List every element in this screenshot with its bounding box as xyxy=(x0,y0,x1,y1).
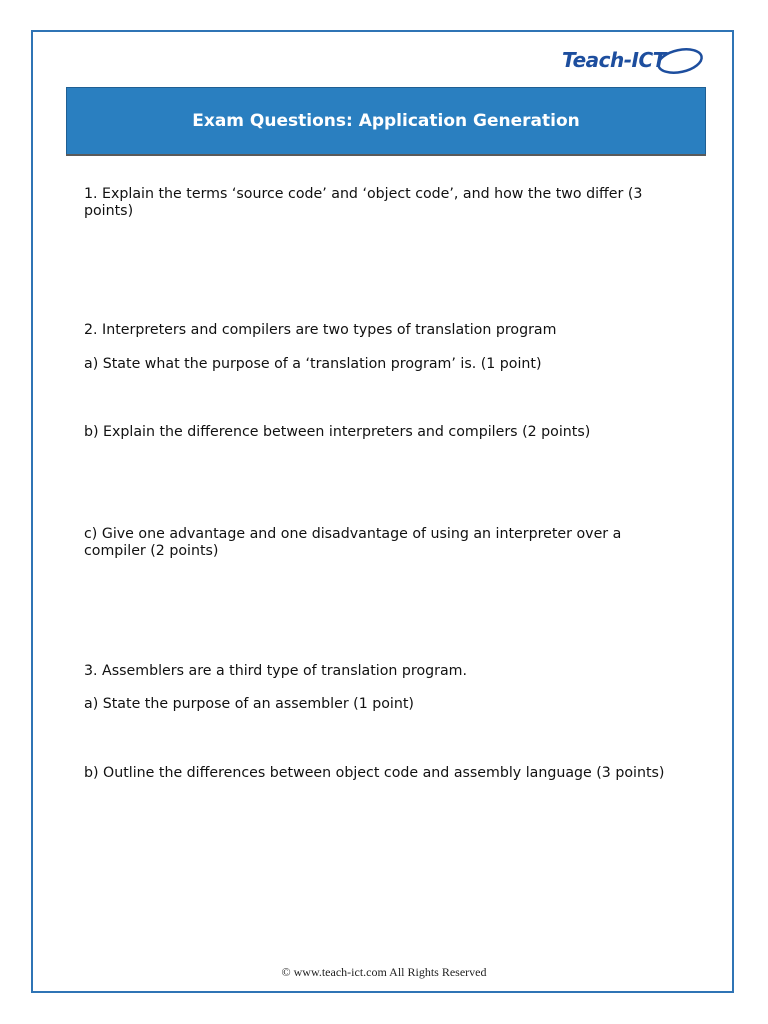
question-2: 2. Interpreters and compilers are two types of translation program xyxy=(84,322,557,338)
question-3: 3. Assemblers are a third type of translation program. xyxy=(84,663,467,679)
title-banner xyxy=(66,87,706,155)
question-2c: c) Give one advantage and one disadvantage of using an interpreter over a compiler (2 points) xyxy=(84,526,622,559)
question-3b: b) Outline the differences between object code and assembly language (3 points) xyxy=(84,765,665,781)
logo-text: Teach-ICT xyxy=(562,48,666,72)
question-3a: a) State the purpose of an assembler (1 point) xyxy=(84,696,414,712)
page-border xyxy=(31,30,734,993)
teach-ict-logo xyxy=(562,44,706,78)
question-2a: a) State what the purpose of a ‘translation program’ is. (1 point) xyxy=(84,356,542,372)
question-1: 1. Explain the terms ‘source code’ and ‘object code’, and how the two differ (3 points) xyxy=(84,186,643,219)
banner-underline xyxy=(66,154,706,156)
page-title: Exam Questions: Application Generation xyxy=(192,111,580,131)
copyright-footer: © www.teach-ict.com All Rights Reserved xyxy=(281,965,487,979)
question-2b: b) Explain the difference between interpreters and compilers (2 points) xyxy=(84,424,591,440)
